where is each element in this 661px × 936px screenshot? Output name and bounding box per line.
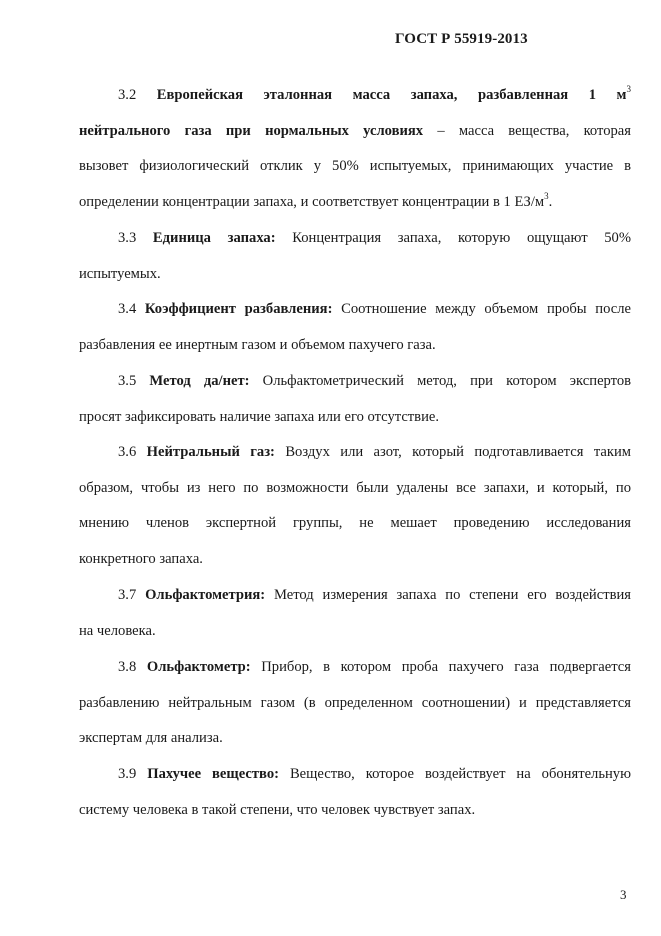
def-text: вызовет физиологический отклик у 50% испытуемых, принимающих участие в	[79, 158, 631, 175]
def-term: Европейская эталонная масса запаха, разбавленная 1 м	[156, 87, 627, 103]
def-term: Ольфактометрия:	[145, 587, 266, 603]
def-line	[79, 298, 631, 334]
def-text: конкретного запаха.	[79, 550, 203, 567]
def-number: 3.4	[118, 301, 145, 317]
def-line	[79, 155, 631, 191]
def-line	[79, 477, 631, 513]
def-text: экспертам для анализа.	[79, 730, 223, 747]
def-text: Вещество, которое воздействует на обонятельную	[278, 766, 632, 782]
def-line	[79, 334, 631, 370]
def-text: просят зафиксировать наличие запаха или его отсутствие.	[79, 408, 440, 425]
def-term: Пахучее вещество:	[147, 766, 279, 782]
def-line	[79, 120, 631, 156]
def-term: Нейтральный газ:	[146, 444, 275, 460]
def-number: 3.9	[118, 766, 148, 782]
def-line	[79, 548, 631, 584]
def-number: 3.5	[118, 373, 150, 389]
def-text: Соотношение между объемом пробы после	[332, 301, 631, 317]
def-text: – масса вещества, которая	[423, 122, 631, 139]
def-text: образом, чтобы из него по возможности были удалены все запахи, и который, по	[79, 479, 631, 496]
superscript: 3	[626, 84, 631, 94]
def-line	[79, 441, 631, 477]
definition-3-7	[79, 584, 631, 655]
def-number: 3.7	[118, 587, 146, 603]
def-number: 3.2	[118, 87, 157, 103]
def-line	[79, 799, 631, 835]
definition-3-2	[79, 84, 631, 226]
def-line	[79, 512, 631, 548]
def-line	[79, 406, 631, 442]
def-line	[79, 584, 631, 620]
def-text: Воздух или азот, который подготавливается таким	[274, 444, 631, 460]
def-text: разбавления ее инертным газом и объемом пахучего газа.	[79, 336, 436, 353]
def-text: .	[548, 193, 553, 210]
def-term: Единица запаха:	[152, 230, 276, 246]
def-line	[79, 263, 631, 299]
def-text: определении концентрации запаха, и соответствует концентрации в 1 ЕЗ/м	[79, 193, 545, 210]
definition-3-8	[79, 656, 631, 763]
def-text: разбавлению нейтральным газом (в определенном соотношении) и представляется	[79, 694, 631, 711]
def-text: мнению членов экспертной группы, не мешает проведению исследования	[79, 515, 631, 532]
def-number: 3.8	[118, 659, 147, 675]
def-text: Ольфактометрический метод, при котором экспертов	[249, 373, 632, 389]
def-term: нейтрального газа при нормальных условиях	[79, 122, 424, 139]
def-term: Ольфактометр:	[146, 659, 251, 675]
def-line	[79, 84, 631, 120]
definition-3-6	[79, 441, 631, 583]
def-line	[79, 692, 631, 728]
definition-3-4	[79, 298, 631, 369]
def-line	[79, 727, 631, 763]
def-text: испытуемых.	[79, 265, 161, 282]
def-term: Метод да/нет:	[149, 373, 250, 389]
def-number: 3.3	[118, 230, 153, 246]
def-text: Метод измерения запаха по степени его воздействия	[265, 587, 631, 603]
def-text: на человека.	[79, 622, 156, 639]
definition-3-9	[79, 763, 631, 834]
def-term: Коэффициент разбавления:	[144, 301, 333, 317]
def-text: систему человека в такой степени, что человек чувствует запах.	[79, 801, 476, 818]
def-line	[79, 763, 631, 799]
definition-3-3	[79, 227, 631, 298]
def-text: Прибор, в котором проба пахучего газа подвергается	[250, 659, 631, 675]
def-line	[79, 620, 631, 656]
def-line	[79, 656, 631, 692]
page-number: 3	[620, 887, 627, 902]
def-line	[79, 227, 631, 263]
def-number: 3.6	[118, 444, 147, 460]
document-id: ГОСТ Р 55919-2013	[395, 31, 528, 47]
superscript: 3	[544, 190, 549, 201]
definition-3-5	[79, 370, 631, 441]
def-line	[79, 370, 631, 406]
def-line	[79, 191, 631, 227]
def-text: Концентрация запаха, которую ощущают 50%	[275, 230, 631, 246]
